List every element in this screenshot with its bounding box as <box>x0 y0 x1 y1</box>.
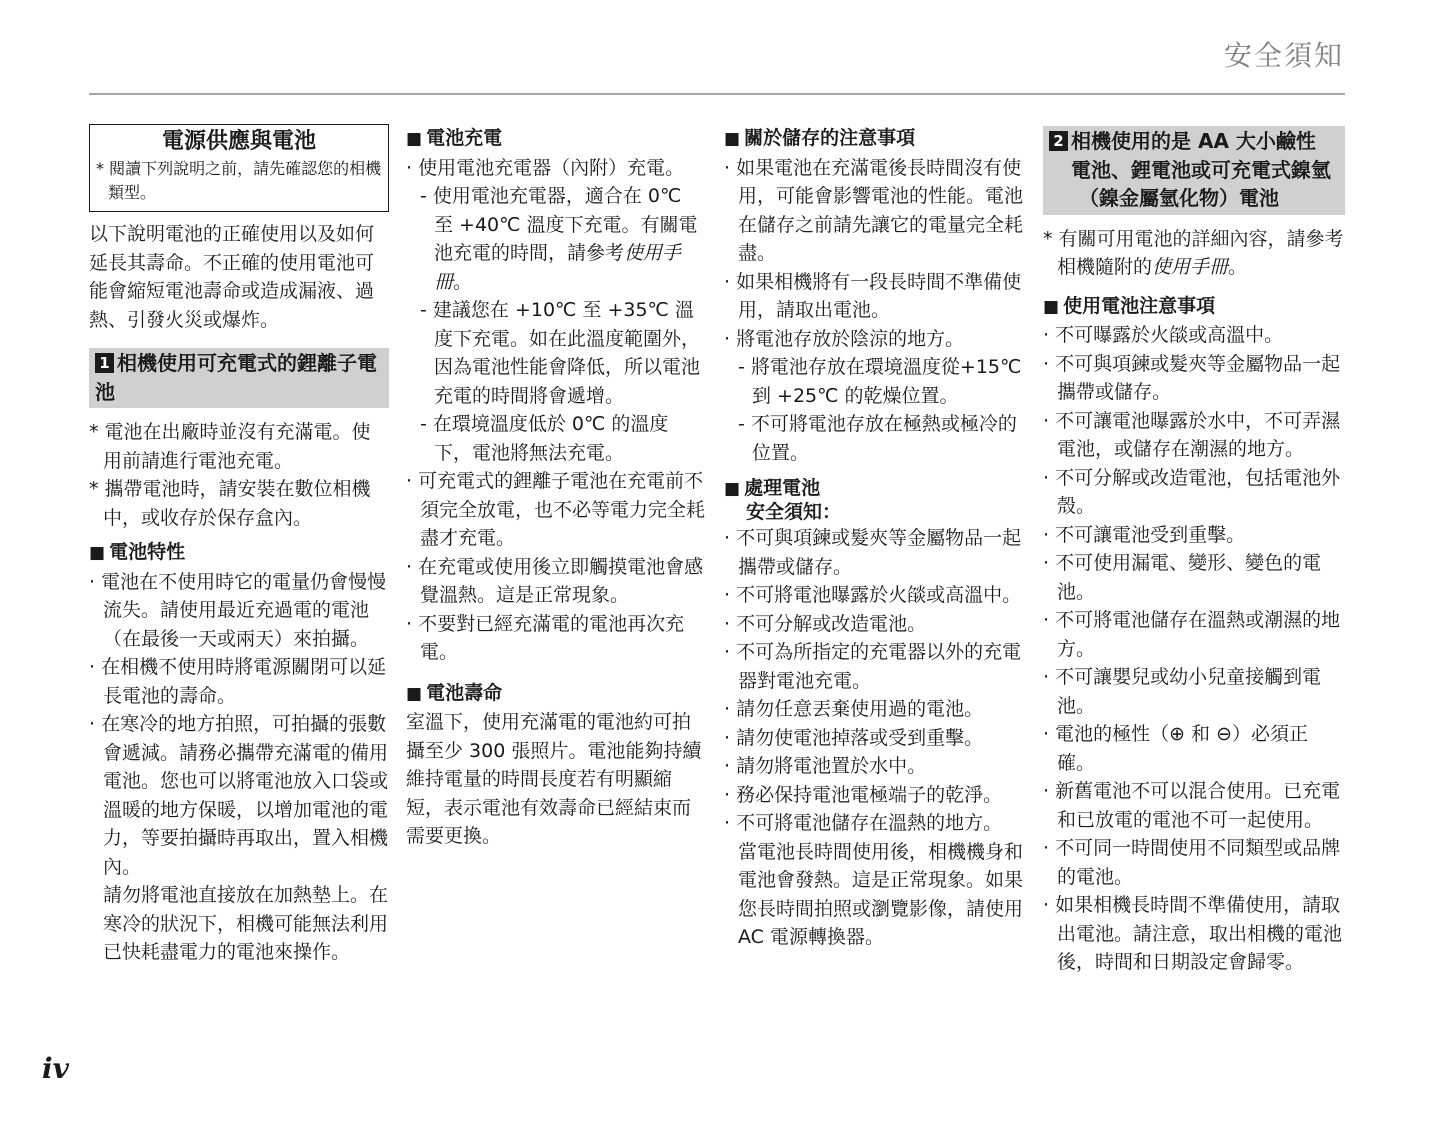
bullet-item: · 不可同一時間使用不同類型或品牌的電池。 <box>1043 837 1341 888</box>
bullet-item: · 不可與項鍊或髮夾等金屬物品一起攜帶或儲存。 <box>1043 352 1341 403</box>
section-1-heading <box>89 348 389 408</box>
handling-title: 處理電池 <box>744 477 821 499</box>
battery-life-title: 電池壽命 <box>426 681 503 704</box>
bullet-item: · 不可讓嬰兒或幼小兒童接觸到電池。 <box>1043 666 1322 717</box>
dash-item: - 建議您在 +10℃ 至 +35℃ 溫度下充電。如在此溫度範圍外，因為電池性能會降低，所以電池充電的時間將會遞增。 <box>420 299 701 407</box>
section-2-title-2: 電池、鋰電池或可充電式鎳氫 <box>1071 157 1331 182</box>
features-heading <box>89 538 389 568</box>
section-2-title-1: 相機使用的是 AA 大小鹼性 <box>1071 129 1316 153</box>
power-supply-box <box>89 124 389 212</box>
charging-title: 電池充電 <box>426 127 503 149</box>
storage-heading <box>724 124 1026 154</box>
battery-use-heading <box>1043 292 1345 322</box>
charging-heading <box>406 124 706 154</box>
bullet-item: · 不可將電池儲存在溫熱或潮濕的地方。 <box>1043 609 1341 660</box>
handling-subtitle: 安全須知： <box>746 501 842 523</box>
bullet-item: · 不可使用漏電、變形、變色的電池。 <box>1043 552 1322 603</box>
section-1-title: 相機使用可充電式的鋰離子電池 <box>95 351 377 404</box>
page-header-title: 安全須知 <box>1223 39 1344 72</box>
bullet-item: · 在相機不使用時將電源關閉可以延長電池的壽命。 <box>89 656 387 707</box>
bullet-item: · 如果相機長時間不準備使用，請取出電池。請注意，取出相機的電池後，時間和日期設定會歸零。 <box>1043 894 1343 973</box>
bullet-item: · 使用電池充電器（內附）充電。 <box>406 156 685 179</box>
box-note: * 閱讀下列說明之前，請先確認您的相機類型。 <box>96 159 382 202</box>
bullet-item: · 請勿使電池掉落或受到重擊。 <box>724 726 984 749</box>
bullet-item: · 不可分解或改造電池，包括電池外殼。 <box>1043 466 1341 517</box>
section-2-line-1 <box>1049 127 1339 156</box>
continuation-text: 請勿將電池直接放在加熱墊上。在寒冷的狀況下，相機可能無法利用已快耗盡電力的電池來操作。 <box>103 884 389 963</box>
dash-item <box>406 182 706 296</box>
battery-use-title: 使用電池注意事項 <box>1063 294 1216 317</box>
handling-heading <box>724 477 1026 500</box>
manual-reference: 使用手冊 <box>1152 256 1229 278</box>
continuation-text: 當電池長時間使用後，相機機身和電池會發熱。這是正常現象。如果您長時間拍照或瀏覽影像，請使用 AC 電源轉換器。 <box>738 840 1024 948</box>
note-item: * 攜帶電池時，請安裝在數位相機中，或收存於保存盒內。 <box>89 478 371 529</box>
bullet-item: · 不可與項鍊或髮夾等金屬物品一起攜帶或儲存。 <box>724 527 1022 578</box>
dash-item: - 不可將電池存放在極熱或極冷的位置。 <box>738 413 1017 464</box>
section-number-badge: 1 <box>95 353 114 373</box>
page-number: iv <box>42 1052 69 1085</box>
bullet-item: · 務必保持電池電極端子的乾淨。 <box>724 783 1003 806</box>
header-divider <box>89 93 1345 95</box>
column-1 <box>89 124 389 967</box>
note-item: * 電池在出廠時並沒有充滿電。使用前請進行電池充電。 <box>89 421 371 472</box>
bullet-item: · 不可分解或改造電池。 <box>724 612 927 635</box>
bullet-item: · 新舊電池不可以混合使用。已充電和已放電的電池不可一起使用。 <box>1043 780 1341 831</box>
bullet-item: · 不可將電池曝露於火燄或高溫中。 <box>724 584 1022 606</box>
note-text-end: 。 <box>1228 256 1248 278</box>
section-number-badge: 2 <box>1049 131 1068 151</box>
features-title: 電池特性 <box>109 541 186 563</box>
bullet-item: · 不可為所指定的充電器以外的充電器對電池充電。 <box>724 641 1022 692</box>
intro-paragraph: 以下說明電池的正確使用以及如何延長其壽命。不正確的使用電池可能會縮短電池壽命或造成漏液、過熱、引發火災或爆炸。 <box>89 223 375 331</box>
bullet-item: · 電池的極性（⊕ 和 ⊖）必須正確。 <box>1043 723 1308 774</box>
bullet-item: · 在充電或使用後立即觸摸電池會感覺溫熱。這是正常現象。 <box>406 555 704 606</box>
bullet-item: · 如果相機將有一段長時間不準備使用，請取出電池。 <box>724 270 1022 321</box>
battery-life-text: 室溫下，使用充滿電的電池約可拍攝至少 300 張照片。電池能夠持續維持電量的時間長度若有明顯縮短，表示電池有效壽命已經結束而需要更換。 <box>406 711 702 847</box>
bullet-item: · 將電池存放於陰涼的地方。 <box>724 327 965 350</box>
bullet-item: · 在寒冷的地方拍照，可拍攝的張數會遞減。請務必攜帶充滿電的備用電池。您也可以將電池放入口袋或溫暖的地方保暖，以增加電池的電力，等要拍攝時再取出，置入相機內。 <box>89 713 389 878</box>
square-bullet-icon: ■ <box>724 479 741 499</box>
square-bullet-icon: ■ <box>406 683 423 704</box>
bullet-item: · 不可讓電池受到重擊。 <box>1043 523 1246 546</box>
bullet-item: · 可充電式的鋰離子電池在充電前不須完全放電，也不必等電力完全耗盡才充電。 <box>406 470 706 549</box>
bullet-item: · 不可讓電池曝露於水中，不可弄濕電池，或儲存在潮濕的地方。 <box>1043 409 1341 460</box>
dash-text-end: 。 <box>453 270 473 293</box>
column-2 <box>406 124 706 851</box>
square-bullet-icon: ■ <box>406 129 423 149</box>
section-2-title-3: （鎳金屬氫化物）電池 <box>1079 186 1279 210</box>
square-bullet-icon: ■ <box>724 129 741 149</box>
column-4 <box>1043 124 1345 977</box>
dash-text: - 使用電池充電器，適合在 0℃ 至 +40℃ 溫度下充電。有關電池充電的時間，請參考 <box>420 185 698 264</box>
column-3 <box>724 124 1026 952</box>
square-bullet-icon: ■ <box>1043 296 1060 317</box>
square-bullet-icon: ■ <box>89 543 106 563</box>
bullet-item: · 不可曝露於火燄或高溫中。 <box>1043 324 1284 346</box>
dash-item: - 將電池存放在環境溫度從+15℃ 到 +25℃ 的乾燥位置。 <box>738 356 1022 407</box>
bullet-item: · 請勿任意丟棄使用過的電池。 <box>724 698 984 720</box>
section-2-heading <box>1043 126 1345 215</box>
note-item <box>1043 225 1345 282</box>
note-text: * 有關可用電池的詳細內容，請參考相機隨附的 <box>1043 227 1344 278</box>
box-title: 電源供應與電池 <box>161 129 316 154</box>
manual-reference: 使用手冊 <box>434 242 682 293</box>
bullet-item: · 電池在不使用時它的電量仍會慢慢流失。請使用最近充過電的電池（在最後一天或兩天）來拍攝。 <box>89 570 387 650</box>
bullet-item: · 請勿將電池置於水中。 <box>724 755 927 777</box>
bullet-item: · 不可將電池儲存在溫熱的地方。 <box>724 812 1003 834</box>
bullet-item: · 如果電池在充滿電後長時間沒有使用，可能會影響電池的性能。電池在儲存之前請先讓它的電量完全耗盡。 <box>724 156 1024 264</box>
storage-title: 關於儲存的注意事項 <box>744 127 916 149</box>
dash-item: - 在環境溫度低於 0℃ 的溫度下，電池將無法充電。 <box>420 413 669 464</box>
bullet-item: · 不要對已經充滿電的電池再次充電。 <box>406 612 685 663</box>
battery-life-heading <box>406 679 706 709</box>
